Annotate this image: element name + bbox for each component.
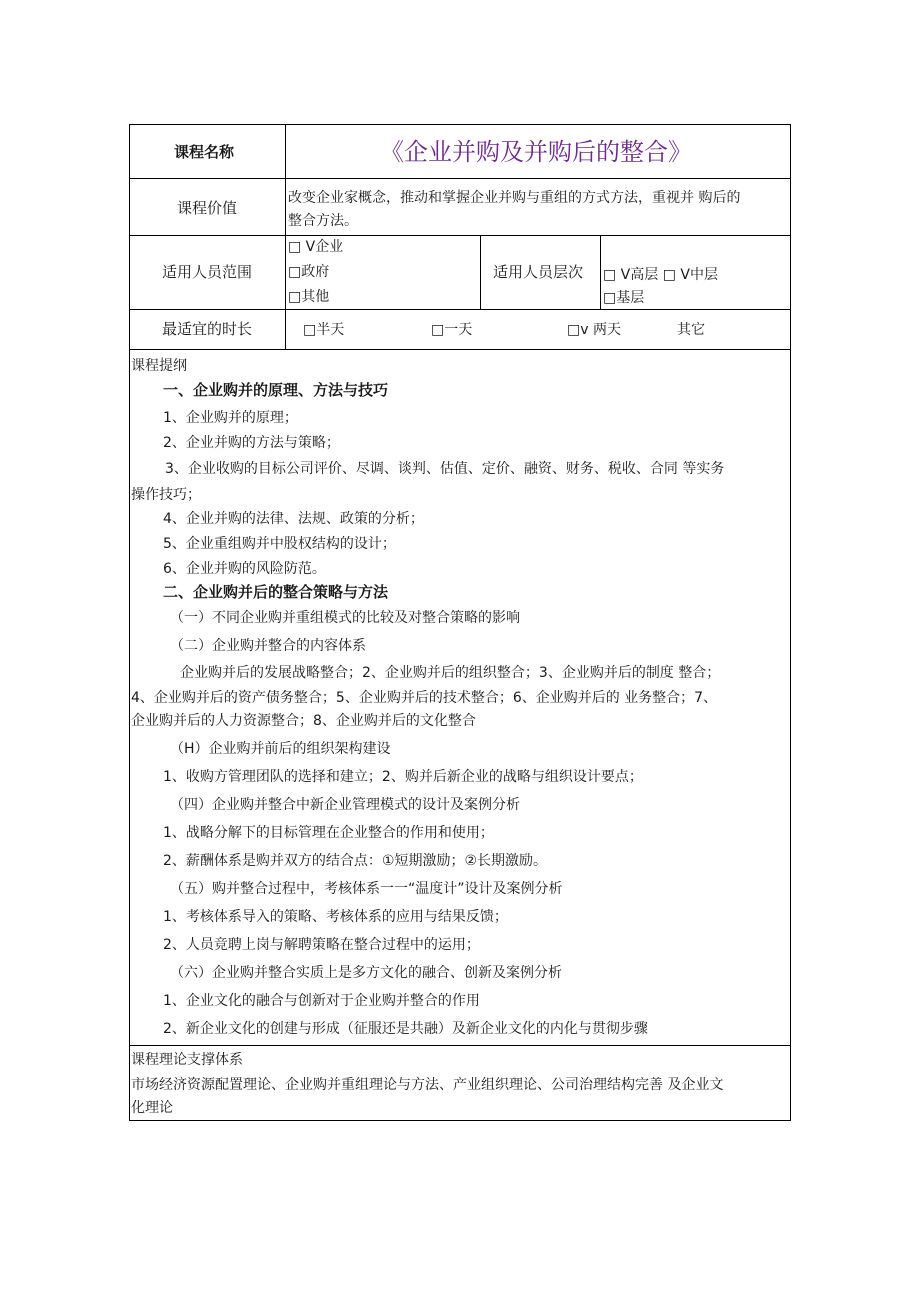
subsection-title: （一）不同企业购并重组模式的比较及对整合策略的影响 (170, 610, 520, 626)
scope-option[interactable]: □政府 (288, 264, 330, 280)
subsection-title: （五）购并整合过程中，考核体系一一“温度计”设计及案例分析 (170, 881, 563, 897)
list-item: 2、薪酬体系是购并双方的结合点：①短期激励；②长期激励。 (163, 853, 548, 869)
list-item: 3、企业收购的目标公司评价、尽调、谈判、估值、定价、融资、财务、税收、合同 等实务 (165, 461, 725, 477)
list-item: 1、企业购并的原理； (163, 410, 298, 426)
list-item: 5、企业重组购并中股权结构的设计； (163, 536, 396, 552)
list-item: 1、收购方管理团队的选择和建立；2、购并后新企业的战略与组织设计要点； (163, 769, 643, 785)
level-label: 适用人员层次 (493, 263, 584, 281)
subsection-title: （H）企业购并前后的组织架构建设 (170, 741, 391, 757)
row-divider (129, 349, 791, 350)
row-divider (129, 178, 791, 179)
col-divider (600, 235, 601, 309)
section-title: 一、企业购并的原理、方法与技巧 (163, 381, 389, 399)
list-item: 1、企业文化的融合与创新对于企业购并整合的作用 (163, 993, 480, 1009)
duration-label: 最适宜的时长 (162, 320, 253, 338)
row-divider (129, 235, 791, 236)
list-item: 2、新企业文化的创建与形成（征服还是共融）及新企业文化的内化与贯彻步骤 (163, 1021, 648, 1037)
scope-option[interactable]: □ V企业 (288, 239, 344, 255)
list-item: 4、企业购并后的资产债务整合；5、企业购并后的技术整合；6、企业购并后的 业务整合；7、 (131, 690, 718, 706)
table-border-left (129, 124, 130, 1121)
section-title: 二、企业购并后的整合策略与方法 (163, 583, 389, 601)
course-name-label: 课程名称 (174, 143, 235, 161)
list-item: 1、战略分解下的目标管理在企业整合的作用和使用； (163, 825, 494, 841)
duration-option[interactable]: □v 两天 (567, 322, 621, 338)
list-item: 4、企业并购的法律、法规、政策的分析； (163, 511, 424, 527)
table-border-right (790, 124, 791, 1121)
outline-heading: 课程提纲 (131, 358, 187, 374)
table-border-bottom (129, 1120, 791, 1121)
theory-text: 市场经济资源配置理论、企业购并重组理论与方法、产业组织理论、公司治理结构完善 及企业文 (131, 1077, 724, 1093)
list-item: 操作技巧； (131, 487, 201, 503)
level-option[interactable]: □ V高层 □ V中层 (603, 267, 718, 283)
list-item: 企业购并后的人力资源整合；8、企业购并后的文化整合 (131, 713, 476, 729)
subsection-title: （二）企业购并整合的内容体系 (170, 638, 366, 654)
course-value-text: 改变企业家概念，推动和掌握企业并购与重组的方式方法，重视并 购后的 (288, 190, 741, 206)
theory-heading: 课程理论支撑体系 (131, 1052, 243, 1068)
list-item: 2、企业并购的方法与策略； (163, 435, 340, 451)
col-divider (480, 235, 481, 309)
duration-option[interactable]: □一天 (431, 322, 473, 338)
subsection-title: （六）企业购并整合实质上是多方文化的融合、创新及案例分析 (170, 965, 562, 981)
duration-option[interactable]: □半天 (303, 322, 345, 338)
course-name-title: 《企业并购及并购后的整合》 (380, 138, 692, 166)
col-divider (285, 124, 286, 349)
list-item: 1、考核体系导入的策略、考核体系的应用与结果反馈； (163, 909, 508, 925)
duration-option[interactable]: 其它 (677, 322, 705, 338)
row-divider (129, 1045, 791, 1046)
level-option[interactable]: □基层 (603, 290, 645, 306)
row-divider (129, 309, 791, 310)
course-value-label: 课程价值 (177, 199, 238, 217)
subsection-title: （四）企业购并整合中新企业管理模式的设计及案例分析 (170, 797, 520, 813)
list-item: 企业购并后的发展战略整合；2、企业购并后的组织整合；3、企业购并后的制度 整合； (180, 665, 721, 681)
table-border-top (129, 124, 791, 125)
scope-label: 适用人员范围 (162, 263, 253, 281)
list-item: 6、企业并购的风险防范。 (163, 561, 326, 577)
list-item: 2、人员竞聘上岗与解聘策略在整合过程中的运用； (163, 937, 480, 953)
scope-option[interactable]: □其他 (288, 289, 330, 305)
course-value-text: 整合方法。 (288, 213, 358, 229)
theory-text: 化理论 (131, 1100, 173, 1116)
